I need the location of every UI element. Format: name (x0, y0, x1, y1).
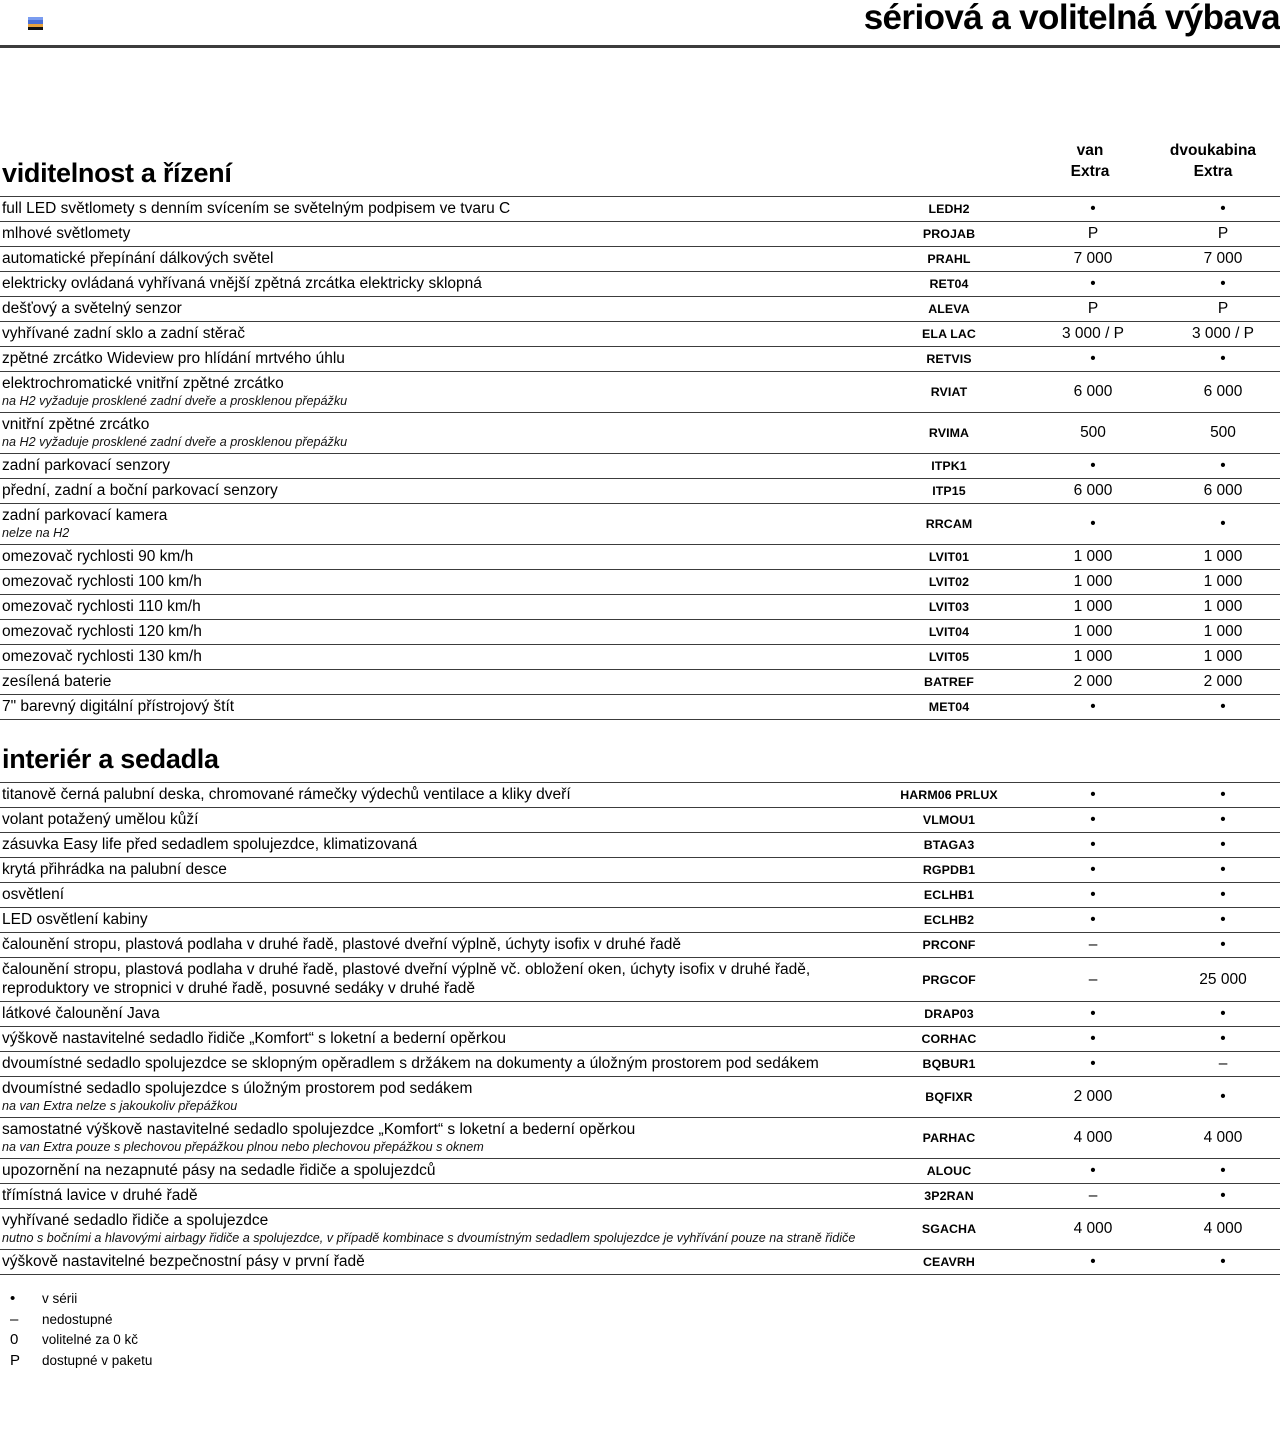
table-row (0, 808, 1280, 833)
table-row (0, 908, 1280, 933)
value-cell-dvoukabina: • (1220, 200, 1226, 217)
feature-name-cell (0, 454, 870, 479)
feature-name-cell (0, 372, 870, 413)
feature-name-cell (0, 858, 870, 883)
table-row (0, 413, 1280, 454)
column-header-van-line2: Extra (1070, 163, 1110, 180)
value-cell-dvoukabina: – (1218, 1055, 1228, 1072)
feature-name: výškově nastavitelné sedadlo řidiče „Komfort“ s loketní a bederní opěrkou (2, 1030, 507, 1047)
option-code-cell: PRGCOF (922, 972, 976, 987)
spec-table-visibility-body (0, 197, 1280, 720)
value-cell-van: • (1090, 836, 1096, 853)
value-cell-van: • (1090, 786, 1096, 803)
table-row (0, 197, 1280, 222)
feature-name: zadní parkovací kamera (2, 507, 168, 524)
feature-name-cell (0, 620, 870, 645)
legend-symbol: 0 (10, 1331, 19, 1348)
feature-name: dešťový a světelný senzor (2, 300, 182, 317)
value-cell-van: 4 000 (1073, 1220, 1113, 1237)
option-code-cell: 3P2RAN (924, 1189, 974, 1203)
feature-name: zesílená baterie (2, 673, 112, 690)
feature-name-cell (0, 504, 870, 545)
value-cell-dvoukabina: • (1220, 836, 1226, 853)
option-code-cell: PROJAB (922, 227, 976, 241)
value-cell-van: 7 000 (1073, 250, 1113, 267)
feature-name-cell (0, 197, 870, 222)
value-cell-van: – (1088, 1187, 1098, 1204)
feature-name-cell (0, 1027, 870, 1052)
feature-name-cell (0, 695, 870, 720)
value-cell-van: 3 000 / P (1061, 325, 1125, 342)
feature-name: omezovač rychlosti 100 km/h (2, 573, 202, 590)
value-cell-van: • (1090, 811, 1096, 828)
feature-name-cell (0, 347, 870, 372)
option-code-cell: LEDH2 (928, 202, 970, 216)
value-cell-dvoukabina: • (1220, 811, 1226, 828)
feature-name-cell (0, 1077, 870, 1118)
feature-name-cell (0, 1209, 870, 1250)
table-row (0, 1209, 1280, 1250)
legend-label: nedostupné (42, 1311, 113, 1327)
value-cell-van: 1 000 (1073, 648, 1113, 665)
feature-name: čalounění stropu, plastová podlaha v druhé řadě, plastové dveřní výplně vč. obložení oken, úchyty isofix v druhé řadě, reproduktory ve stropnici v druhé řadě, posuvné sedáky v druhé řadě (2, 961, 811, 997)
value-cell-dvoukabina: • (1220, 786, 1226, 803)
feature-name-cell (0, 1118, 870, 1159)
table-row (0, 545, 1280, 570)
value-cell-van: 1 000 (1073, 623, 1113, 640)
feature-name-cell (0, 272, 870, 297)
option-code-cell: DRAP03 (924, 1007, 974, 1021)
legend (0, 1289, 1280, 1371)
option-code-cell: ECLHB1 (923, 888, 975, 902)
feature-note: nelze na H2 (2, 526, 70, 540)
value-cell-dvoukabina: 25 000 (1199, 970, 1247, 988)
option-code-cell: HARM06 PRLUX (900, 788, 998, 802)
feature-name: vnitřní zpětné zrcátko (2, 416, 150, 433)
table-row (0, 595, 1280, 620)
feature-name-cell (0, 322, 870, 347)
value-cell-van: P (1087, 225, 1099, 242)
feature-name-cell (0, 1052, 870, 1077)
legend-label: v sérii (42, 1291, 78, 1306)
feature-name-cell (0, 1002, 870, 1027)
feature-name: elektrochromatické vnitřní zpětné zrcátko (2, 375, 284, 392)
option-code-cell: VLMOU1 (922, 813, 976, 827)
legend-label: volitelné za 0 kč (42, 1332, 139, 1347)
feature-name: upozornění na nezapnuté pásy na sedadle řidiče a spolujezdců (2, 1162, 436, 1179)
option-code-cell: SGACHA (921, 1222, 977, 1236)
feature-note: na van Extra nelze s jakoukoliv přepážkou (2, 1099, 238, 1113)
value-cell-dvoukabina: 1 000 (1203, 548, 1243, 565)
column-header-van (1020, 140, 1160, 182)
table-row (0, 247, 1280, 272)
option-code-cell: LVIT05 (928, 650, 970, 664)
value-cell-van: 1 000 (1073, 573, 1113, 590)
table-row (0, 272, 1280, 297)
feature-name-cell (0, 670, 870, 695)
feature-name-cell (0, 833, 870, 858)
table-row (0, 695, 1280, 720)
value-cell-dvoukabina: 1 000 (1203, 648, 1243, 665)
value-cell-van: 2 000 (1073, 1088, 1113, 1105)
table-row (0, 479, 1280, 504)
feature-name: vyhřívané zadní sklo a zadní stěrač (2, 325, 245, 342)
value-cell-dvoukabina: • (1220, 515, 1226, 532)
table-row (0, 833, 1280, 858)
value-cell-van: • (1090, 200, 1096, 217)
spec-table-visibility (0, 196, 1280, 720)
option-code-cell: MET04 (928, 700, 970, 714)
feature-name-cell (0, 222, 870, 247)
feature-note: nutno s bočními a hlavovými airbagy řidiče a spolujezdce, v případě kombinace s dvoumístným sedadlem spolujezdce je vyhřívání pouze na straně řidiče (2, 1231, 856, 1245)
value-cell-dvoukabina: • (1220, 886, 1226, 903)
feature-name-cell (0, 570, 870, 595)
option-code-cell: RETVIS (926, 352, 972, 366)
table-row (0, 1002, 1280, 1027)
value-cell-van: • (1090, 1030, 1096, 1047)
option-code-cell: RVIMA (928, 426, 970, 440)
page-header (0, 0, 1280, 48)
table-row (0, 570, 1280, 595)
value-cell-dvoukabina: 4 000 (1203, 1220, 1243, 1237)
table-row (0, 1184, 1280, 1209)
value-cell-van: 6 000 (1073, 482, 1113, 499)
table-row (0, 1052, 1280, 1077)
value-cell-dvoukabina: • (1220, 350, 1226, 367)
value-cell-dvoukabina: P (1217, 300, 1229, 317)
value-cell-van: • (1090, 886, 1096, 903)
option-code-cell: RGPDB1 (922, 863, 976, 877)
option-code-cell: ELA LAC (922, 327, 976, 341)
option-code-cell: ITPK1 (931, 459, 967, 473)
value-cell-dvoukabina: 1 000 (1203, 598, 1243, 615)
value-cell-dvoukabina: • (1220, 861, 1226, 878)
feature-name: vyhřívané sedadlo řidiče a spolujezdce (2, 1212, 269, 1229)
value-cell-van: • (1090, 911, 1096, 928)
feature-name-cell (0, 908, 870, 933)
option-code-cell: RVIAT (930, 385, 968, 399)
feature-note: na van Extra pouze s plechovou přepážkou plnou nebo plechovou přepážkou s oknem (2, 1140, 484, 1154)
option-code-cell: ALEVA (928, 302, 970, 316)
option-code-cell: BQBUR1 (922, 1057, 976, 1071)
value-cell-dvoukabina: 4 000 (1203, 1129, 1243, 1146)
value-cell-dvoukabina: • (1220, 698, 1226, 715)
feature-name-cell (0, 1184, 870, 1209)
legend-label: dostupné v paketu (42, 1352, 153, 1368)
column-header-van-line1: van (1076, 142, 1104, 159)
brand-logo-icon (28, 17, 43, 30)
feature-name: mlhové světlomety (2, 225, 131, 242)
value-cell-dvoukabina: • (1220, 936, 1226, 953)
value-cell-van: 1 000 (1073, 548, 1113, 565)
feature-name: krytá přihrádka na palubní desce (2, 861, 227, 878)
feature-name: automatické přepínání dálkových světel (2, 250, 274, 267)
feature-name-cell (0, 883, 870, 908)
option-code-cell: ECLHB2 (923, 913, 975, 927)
value-cell-dvoukabina: 1 000 (1203, 573, 1243, 590)
value-cell-dvoukabina: • (1220, 1088, 1226, 1105)
feature-name: titanově černá palubní deska, chromované rámečky výdechů ventilace a kliky dveří (2, 786, 571, 803)
table-row (0, 322, 1280, 347)
feature-name: zásuvka Easy life před sedadlem spolujezdce, klimatizovaná (2, 836, 418, 853)
feature-name: samostatné výškově nastavitelné sedadlo spolujezdce „Komfort“ s loketní a bederní opěrkou (2, 1121, 636, 1138)
value-cell-dvoukabina: • (1220, 1030, 1226, 1047)
table-row (0, 858, 1280, 883)
value-cell-van: • (1090, 275, 1096, 292)
option-code-cell: RRCAM (925, 517, 973, 531)
value-cell-van: • (1090, 1005, 1096, 1022)
feature-name: full LED světlomety s denním svícením se světelným podpisem ve tvaru C (2, 200, 511, 217)
value-cell-van: P (1087, 300, 1099, 317)
feature-name: volant potažený umělou kůží (2, 811, 199, 828)
value-cell-van: – (1088, 936, 1098, 953)
section-title-interior: interiér a sedadla (2, 744, 219, 774)
feature-name-cell (0, 1159, 870, 1184)
feature-name-cell (0, 933, 870, 958)
legend-item (10, 1330, 1280, 1351)
feature-name: přední, zadní a boční parkovací senzory (2, 482, 278, 499)
feature-name-cell (0, 958, 870, 1002)
table-row (0, 783, 1280, 808)
table-row (0, 1027, 1280, 1052)
table-row (0, 933, 1280, 958)
value-cell-dvoukabina: • (1220, 911, 1226, 928)
page-title: sériová a volitelná výbava (863, 0, 1280, 37)
option-code-cell: PARHAC (922, 1131, 976, 1145)
feature-note: na H2 vyžaduje prosklené zadní dveře a prosklenou přepážku (2, 435, 348, 449)
table-row (0, 670, 1280, 695)
value-cell-dvoukabina: 6 000 (1203, 383, 1243, 400)
value-cell-van: – (1088, 970, 1098, 988)
value-cell-dvoukabina: • (1220, 275, 1226, 292)
value-cell-van: • (1090, 1253, 1096, 1270)
value-cell-dvoukabina: 1 000 (1203, 623, 1243, 640)
option-code-cell: CORHAC (921, 1032, 977, 1046)
feature-name: osvětlení (2, 886, 65, 903)
value-cell-dvoukabina: 3 000 / P (1191, 325, 1255, 342)
column-header-dvoukabina-line1: dvoukabina (1169, 142, 1257, 159)
option-code-cell: ITP15 (932, 484, 966, 498)
table-row (0, 454, 1280, 479)
feature-name: omezovač rychlosti 110 km/h (2, 598, 201, 615)
feature-name-cell (0, 595, 870, 620)
feature-name-cell (0, 645, 870, 670)
feature-name: čalounění stropu, plastová podlaha v druhé řadě, plastové dveřní výplně, úchyty isofix v druhé řadě (2, 936, 681, 953)
legend-symbol: P (10, 1351, 21, 1369)
feature-name-cell (0, 783, 870, 808)
legend-item (10, 1351, 1280, 1372)
value-cell-dvoukabina: • (1220, 1187, 1226, 1204)
feature-name-cell (0, 413, 870, 454)
feature-name: LED osvětlení kabiny (2, 911, 148, 928)
feature-name-cell (0, 545, 870, 570)
feature-name: dvoumístné sedadlo spolujezdce s úložným prostorem pod sedákem (2, 1080, 473, 1097)
feature-name: třímístná lavice v druhé řadě (2, 1187, 198, 1204)
value-cell-van: 2 000 (1073, 673, 1113, 690)
table-row (0, 504, 1280, 545)
value-cell-dvoukabina: P (1217, 225, 1229, 242)
value-cell-dvoukabina: • (1220, 1162, 1226, 1179)
feature-name-cell (0, 297, 870, 322)
option-code-cell: ALOUC (926, 1164, 972, 1178)
option-code-cell: LVIT03 (928, 600, 970, 614)
table-row (0, 1118, 1280, 1159)
value-cell-van: 1 000 (1073, 598, 1113, 615)
table-row (0, 958, 1280, 1002)
option-code-cell: LVIT01 (928, 550, 970, 564)
legend-item (10, 1310, 1280, 1331)
value-cell-van: • (1090, 515, 1096, 532)
feature-name: zadní parkovací senzory (2, 457, 171, 474)
feature-name: omezovač rychlosti 130 km/h (2, 648, 202, 665)
legend-symbol: – (10, 1310, 19, 1328)
table-row (0, 347, 1280, 372)
value-cell-van: 500 (1080, 424, 1106, 441)
option-code-cell: RET04 (929, 277, 969, 291)
feature-name: elektricky ovládaná vyhřívaná vnější zpětná zrcátka elektricky sklopná (2, 275, 482, 292)
value-cell-dvoukabina: 2 000 (1203, 673, 1243, 690)
value-cell-van: • (1090, 698, 1096, 715)
table-row (0, 1159, 1280, 1184)
feature-name-cell (0, 808, 870, 833)
table-row (0, 1250, 1280, 1275)
column-header-dvoukabina-line2: Extra (1193, 163, 1233, 180)
value-cell-van: • (1090, 861, 1096, 878)
option-code-cell: LVIT04 (928, 625, 970, 639)
option-code-cell: BQFIXR (925, 1090, 973, 1104)
option-code-cell: BATREF (924, 675, 974, 689)
feature-name: výškově nastavitelné bezpečnostní pásy v první řadě (2, 1253, 365, 1270)
table-row (0, 620, 1280, 645)
feature-name: 7" barevný digitální přístrojový štít (2, 698, 235, 715)
value-cell-dvoukabina: • (1220, 1253, 1226, 1270)
feature-name: látkové čalounění Java (2, 1005, 160, 1022)
section-title-visibility: viditelnost a řízení (2, 158, 232, 188)
value-cell-dvoukabina: • (1220, 1005, 1226, 1022)
value-cell-van: • (1090, 350, 1096, 367)
table-row (0, 222, 1280, 247)
spec-table-interior (0, 782, 1280, 1275)
option-code-cell: BTAGA3 (923, 838, 975, 852)
feature-name-cell (0, 479, 870, 504)
value-cell-van: 4 000 (1073, 1129, 1113, 1146)
value-cell-van: • (1090, 1055, 1096, 1072)
value-cell-dvoukabina: 6 000 (1203, 482, 1243, 499)
table-row (0, 883, 1280, 908)
option-code-cell: PRCONF (922, 938, 976, 952)
table-row (0, 372, 1280, 413)
feature-name-cell (0, 247, 870, 272)
option-code-cell: CEAVRH (922, 1255, 975, 1269)
feature-name: zpětné zrcátko Wideview pro hlídání mrtvého úhlu (2, 350, 345, 367)
table-row (0, 645, 1280, 670)
option-code-cell: LVIT02 (928, 575, 970, 589)
value-cell-van: • (1090, 1162, 1096, 1179)
value-cell-dvoukabina: 7 000 (1203, 250, 1243, 267)
feature-name: dvoumístné sedadlo spolujezdce se sklopným opěradlem s držákem na dokumenty a úložným prostorem pod sedákem (2, 1055, 819, 1072)
feature-name-cell (0, 1250, 870, 1275)
table-row (0, 297, 1280, 322)
column-header-dvoukabina (1146, 140, 1280, 182)
value-cell-dvoukabina: • (1220, 457, 1226, 474)
spec-table-interior-body (0, 783, 1280, 1275)
value-cell-van: • (1090, 457, 1096, 474)
feature-note: na H2 vyžaduje prosklené zadní dveře a prosklenou přepážku (2, 394, 348, 408)
legend-item (10, 1289, 1280, 1310)
option-code-cell: PRAHL (927, 252, 971, 266)
value-cell-dvoukabina: 500 (1210, 424, 1236, 441)
value-cell-van: 6 000 (1073, 383, 1113, 400)
feature-name: omezovač rychlosti 90 km/h (2, 548, 194, 565)
legend-symbol: • (10, 1290, 16, 1307)
table-row (0, 1077, 1280, 1118)
feature-name: omezovač rychlosti 120 km/h (2, 623, 202, 640)
